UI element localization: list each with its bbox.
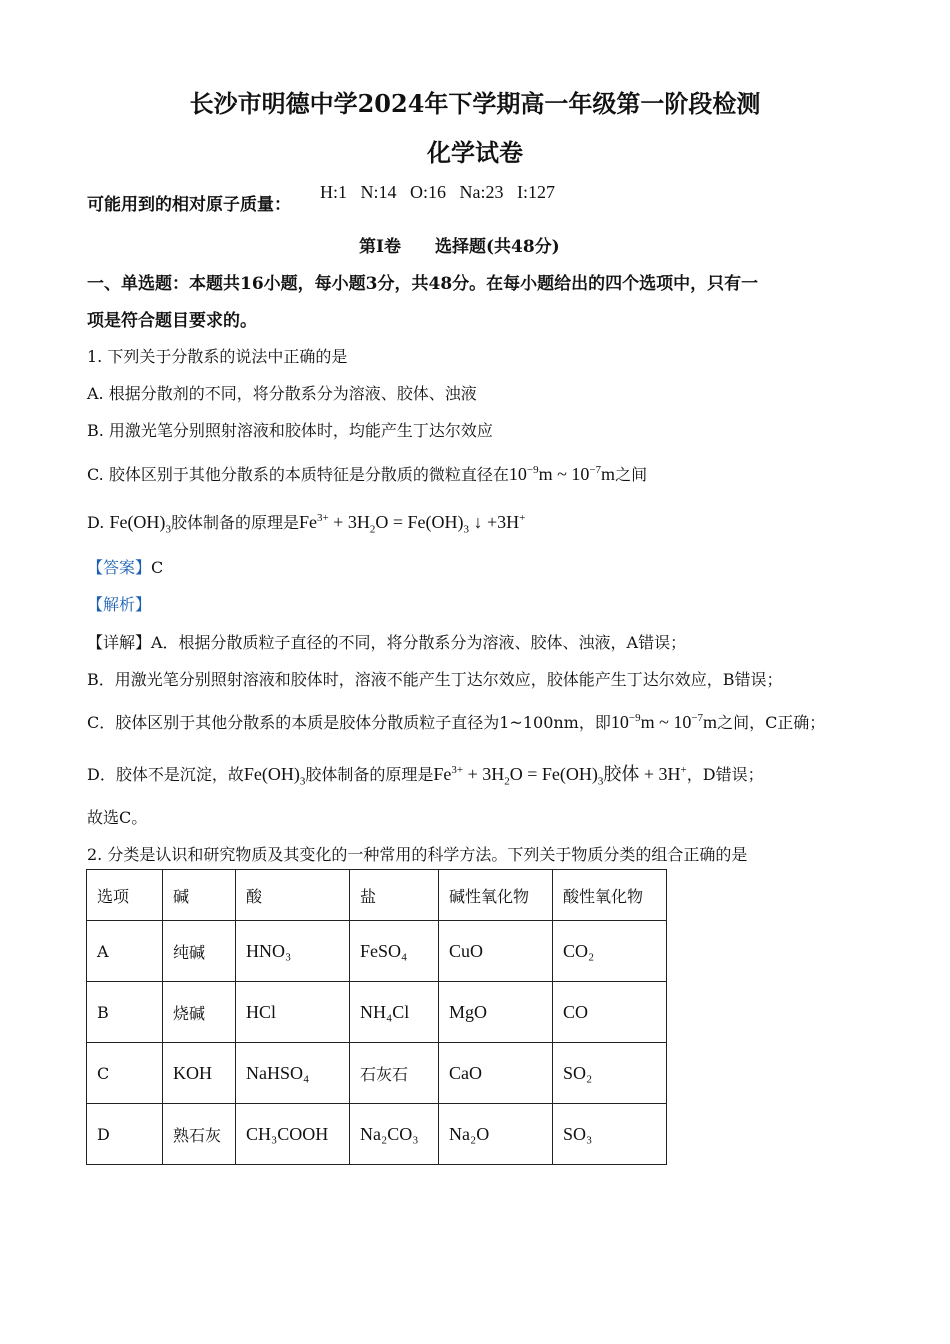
cell-basic-oxide: CuO xyxy=(439,921,553,982)
answer-tag: 【答案】 xyxy=(87,558,152,577)
cell-base: KOH xyxy=(163,1043,236,1104)
cell-option: A xyxy=(87,921,163,982)
header-salt: 盐 xyxy=(350,870,439,921)
header-option: 选项 xyxy=(87,870,163,921)
q1-detail-d-tail: ，D错误； xyxy=(686,765,764,784)
q1-detail-d-equation: $Fe^{3+} + 3H_2O = Fe(OH)_3$ xyxy=(433,764,604,788)
q1-detail-d-hplus: + 3H+ xyxy=(639,764,687,784)
q1-detail-d-text: D．胶体不是沉淀，故 xyxy=(87,765,244,784)
exam-subtitle: 化学试卷 xyxy=(427,138,523,167)
cell-acid: HNO₃ xyxy=(236,921,350,982)
cell-base: 熟石灰 xyxy=(163,1104,236,1165)
cell-acidic-oxide: CO xyxy=(553,982,667,1043)
q1-option-c xyxy=(87,462,647,485)
q1-detail-d-fe-oh3: $Fe(OH)_3$ xyxy=(243,764,306,788)
q1-option-d-equation: $Fe^{3+} + 3H_2O = Fe(OH)_3$ ↓ +3H+ xyxy=(298,512,526,536)
q1-option-d xyxy=(87,510,526,536)
table-row xyxy=(87,921,667,982)
cell-acidic-oxide: SO₂ xyxy=(553,1043,667,1104)
cell-salt: Na₂CO₃ xyxy=(350,1104,439,1165)
cell-basic-oxide: Na₂O xyxy=(439,1104,553,1165)
cell-base: 纯碱 xyxy=(163,921,236,982)
q1-stem: 1. 下列关于分散系的说法中正确的是 xyxy=(87,347,348,366)
cell-salt: FeSO₄ xyxy=(350,921,439,982)
q1-detail-c-text: C．胶体区别于其他分散系的本质是胶体分散质粒子直径为1~100nm，即 xyxy=(87,713,611,732)
table-row xyxy=(87,1043,667,1104)
cell-option: C xyxy=(87,1043,163,1104)
q1-detail-d xyxy=(87,760,764,786)
cell-salt: NH₄Cl xyxy=(350,982,439,1043)
q1-option-c-text: C. 胶体区别于其他分散系的本质特征是分散质的微粒直径在 xyxy=(87,465,509,484)
exam-title: 长沙市明德中学2024年下学期高一年级第一阶段检测 xyxy=(189,89,761,118)
cell-acidic-oxide: CO₂ xyxy=(553,921,667,982)
q1-option-a: A. 根据分散剂的不同，将分散系分为溶液、胶体、浊液 xyxy=(87,384,477,403)
section-instruction-1: 一、单选题：本题共16小题，每小题3分，共48分。在每小题给出的四个选项中，只有一 xyxy=(87,274,759,294)
q1-option-c-tail: 之间 xyxy=(615,465,648,484)
q1-detail-c xyxy=(87,710,825,733)
q1-option-c-range: $10^{-9}m$ ~ $10^{-7}m$ xyxy=(508,464,616,484)
q2-stem: 2. 分类是认识和研究物质及其变化的一种常用的科学方法。下列关于物质分类的组合正确的是 xyxy=(87,845,748,864)
header-basic-oxide: 碱性氧化物 xyxy=(439,870,553,921)
atomic-mass-label: 可能用到的相对原子质量： xyxy=(87,195,291,215)
q1-option-d-fe-oh3: $Fe(OH)_3$ xyxy=(109,512,171,536)
cell-acid: HCl xyxy=(236,982,350,1043)
cell-basic-oxide: MgO xyxy=(439,982,553,1043)
cell-acid: CH₃COOH xyxy=(236,1104,350,1165)
q1-detail-d-mid: 胶体制备的原理是 xyxy=(305,765,434,784)
q1-conclusion: 故选C。 xyxy=(87,808,148,827)
cell-acidic-oxide: SO₃ xyxy=(553,1104,667,1165)
answer-value: C xyxy=(151,558,164,577)
q1-detail-c-tail: 之间，C正确； xyxy=(717,713,826,732)
header-acidic-oxide: 酸性氧化物 xyxy=(553,870,667,921)
q1-detail-d-colloid: 胶体 xyxy=(603,764,640,784)
cell-basic-oxide: CaO xyxy=(439,1043,553,1104)
classification-table xyxy=(86,869,667,1165)
cell-salt: 石灰石 xyxy=(350,1043,439,1104)
cell-option: B xyxy=(87,982,163,1043)
analysis-tag: 【解析】 xyxy=(87,595,152,614)
atomic-mass-values: H:1 N:14 O:16 Na:23 I:127 xyxy=(320,182,555,202)
q1-detail-c-range: $10^{-9}m$ ~ $10^{-7}m$ xyxy=(610,712,718,732)
q1-detail-a: 【详解】A．根据分散质粒子直径的不同，将分散系分为溶液、胶体、浊液，A错误； xyxy=(87,633,687,652)
table-row xyxy=(87,1104,667,1165)
q1-option-b: B. 用激光笔分别照射溶液和胶体时，均能产生丁达尔效应 xyxy=(87,421,493,440)
section-instruction-2: 项是符合题目要求的。 xyxy=(87,311,257,331)
header-base: 碱 xyxy=(163,870,236,921)
q1-option-d-mid: 胶体制备的原理是 xyxy=(170,513,299,532)
cell-option: D xyxy=(87,1104,163,1165)
cell-acid: NaHSO₄ xyxy=(236,1043,350,1104)
q1-answer xyxy=(87,555,163,578)
q1-option-d-prefix: D. xyxy=(87,513,105,532)
section-heading: 第I卷 选择题(共48分) xyxy=(359,237,560,257)
q1-detail-b: B．用激光笔分别照射溶液和胶体时，溶液不能产生丁达尔效应，胶体能产生丁达尔效应，B错误； xyxy=(87,670,783,689)
table-header-row xyxy=(87,870,667,921)
header-acid: 酸 xyxy=(236,870,350,921)
table-row xyxy=(87,982,667,1043)
cell-base: 烧碱 xyxy=(163,982,236,1043)
